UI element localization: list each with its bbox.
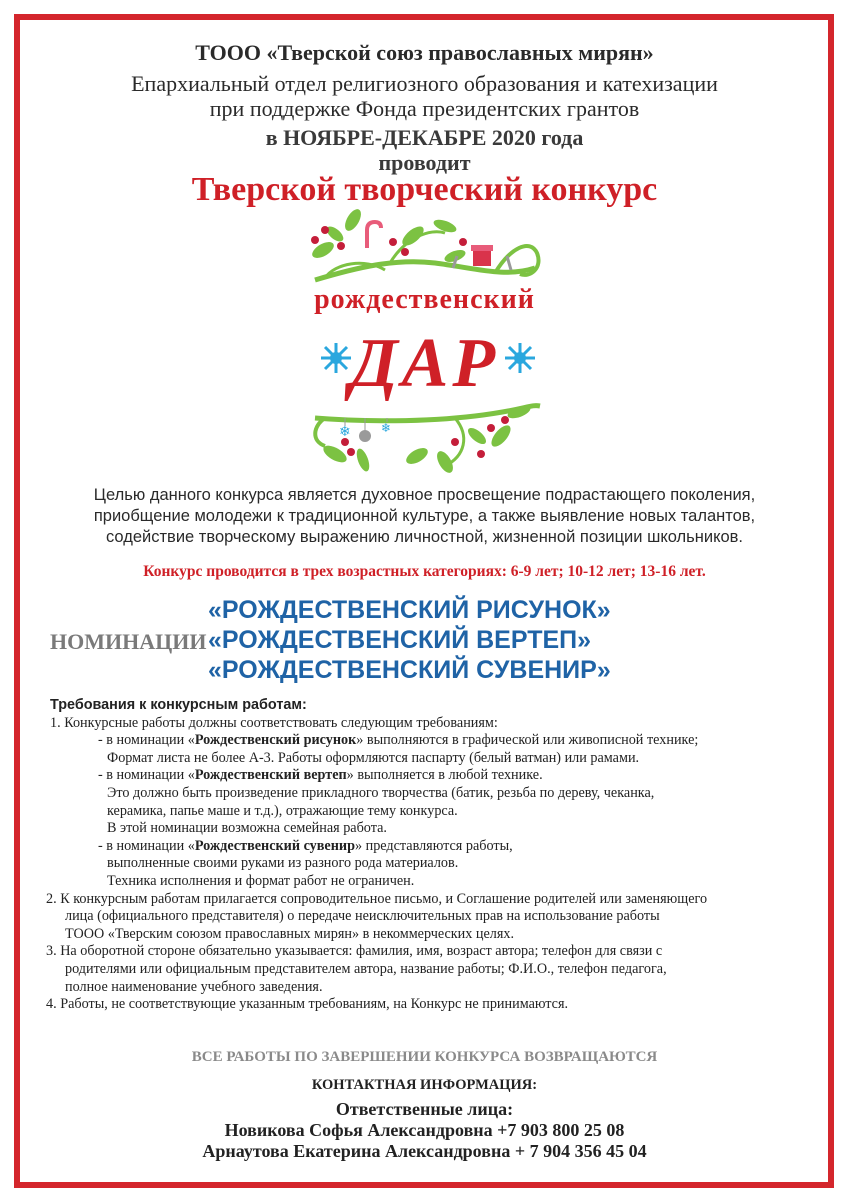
- contest-goal: [0, 485, 849, 548]
- goal-line-1: Целью данного конкурса является духовное просвещение подрастающего поколения,: [93, 486, 756, 504]
- requirement-1: 1. Конкурсные работы должны соответствовать следующим требованиям:: [50, 714, 498, 731]
- contact-person-2: Арнаутова Екатерина Александровна + 7 904 356 45 04: [202, 1141, 647, 1161]
- souvenir-line-2: выполненные своими руками из разного рода материалов.: [107, 855, 459, 872]
- vertep-line-4: В этой номинации возможна семейная работа.: [107, 820, 387, 837]
- contact-person-1: Новикова Софья Александровна +7 903 800 25 08: [224, 1120, 625, 1140]
- vertep-line-3: керамика, папье маше и т.д.), отражающие тему конкурса.: [107, 802, 458, 819]
- souvenir-line-3: Техника исполнения и формат работ не ограничен.: [107, 872, 415, 889]
- requirement-3-line-3: полное наименование учебного заведения.: [65, 978, 323, 995]
- drawing-prefix: - в номинации «: [98, 732, 195, 749]
- drawing-format: Формат листа не более А-3. Работы оформляются паспарту (белый ватман) или рамами.: [107, 749, 640, 766]
- souvenir-requirement: [50, 838, 820, 856]
- department-line-2: при поддержке Фонда президентских грантов: [209, 96, 640, 121]
- requirement-2-line-3: ТООО «Тверским союзом православных мирян» в некоммерческих целях.: [65, 925, 515, 942]
- emblem-word-rozhdestvensky: рождественский: [314, 284, 535, 315]
- requirement-4: 4. Работы, не соответствующие указанным требованиям, на Конкурс не принимаются.: [46, 996, 569, 1013]
- contact-info-label: КОНТАКТНАЯ ИНФОРМАЦИЯ:: [311, 1077, 538, 1093]
- souvenir-nomination-name: Рождественский сувенир: [194, 837, 355, 854]
- right-snowflake-icon: [502, 340, 538, 376]
- souvenir-prefix: - в номинации «: [98, 837, 195, 854]
- vertep-prefix: - в номинации «: [98, 767, 195, 784]
- nominations-list: [208, 595, 611, 685]
- nomination-vertep: «РОЖДЕСТВЕНСКИЙ ВЕРТЕП»: [208, 626, 592, 654]
- nomination-drawing: «РОЖДЕСТВЕНСКИЙ РИСУНОК»: [208, 596, 611, 624]
- responsible-persons: [0, 1099, 849, 1162]
- drawing-requirement: [50, 732, 820, 750]
- souvenir-suffix: » представляются работы,: [354, 837, 513, 854]
- organization-name: ТООО «Тверской союз православных мирян»: [195, 40, 654, 65]
- svg-text:❄: ❄: [339, 424, 351, 440]
- drawing-suffix: » выполняются в графической или живописной технике;: [356, 732, 699, 749]
- age-categories: Конкурс проводится в трех возрастных категориях: 6-9 лет; 10-12 лет; 13-16 лет.: [143, 563, 706, 580]
- requirement-3-line-2: родителями или официальным представителем автора, название работы; Ф.И.О., телефон педагога,: [65, 960, 667, 977]
- drawing-nomination-name: Рождественский рисунок: [194, 732, 357, 749]
- svg-text:❄: ❄: [381, 421, 392, 435]
- vertep-suffix: » выполняется в любой технике.: [346, 767, 543, 784]
- requirement-2-line-2: лица (официального представителя) о передаче неисключительных прав на использование работы: [65, 908, 660, 925]
- contest-title: Тверской творческий конкурс: [191, 171, 658, 208]
- requirements-header: Требования к конкурсным работам:: [50, 697, 307, 713]
- emblem-word-dar: ДАР: [349, 325, 500, 402]
- goal-line-2: приобщение молодежи к традиционной культуре, а также выявление новых талантов,: [93, 507, 756, 525]
- requirement-3-line-1: 3. На оборотной стороне обязательно указывается: фамилия, имя, возраст автора; телефон для связи с: [46, 943, 663, 960]
- bottom-garland-icon: [305, 396, 545, 476]
- vertep-line-2: Это должно быть произведение прикладного творчества (батик, резьба по дереву, чеканка,: [107, 784, 655, 801]
- department-line-1: Епархиальный отдел религиозного образования и катехизации: [131, 71, 718, 96]
- department-text: [0, 71, 849, 121]
- nominations-label: НОМИНАЦИИ: [50, 629, 207, 654]
- top-garland-icon: [295, 208, 545, 290]
- nomination-souvenir: «РОЖДЕСТВЕНСКИЙ СУВЕНИР»: [208, 656, 611, 684]
- requirements-section: [46, 697, 820, 1014]
- contest-dates: в НОЯБРЕ-ДЕКАБРЕ 2020 года: [265, 125, 584, 150]
- vertep-requirement: [50, 767, 820, 785]
- responsible-label: Ответственные лица:: [335, 1099, 514, 1119]
- conducts-text: проводит: [378, 150, 471, 175]
- goal-line-3: содействие творческому выражению личностной, жизненной позиции школьников.: [105, 528, 744, 546]
- works-returned-notice: ВСЕ РАБОТЫ ПО ЗАВЕРШЕНИИ КОНКУРСА ВОЗВРАЩАЮТСЯ: [191, 1049, 658, 1065]
- vertep-nomination-name: Рождественский вертеп: [194, 767, 347, 784]
- requirement-2-line-1: 2. К конкурсным работам прилагается сопроводительное письмо, и Соглашение родителей или заменяющего: [46, 890, 708, 907]
